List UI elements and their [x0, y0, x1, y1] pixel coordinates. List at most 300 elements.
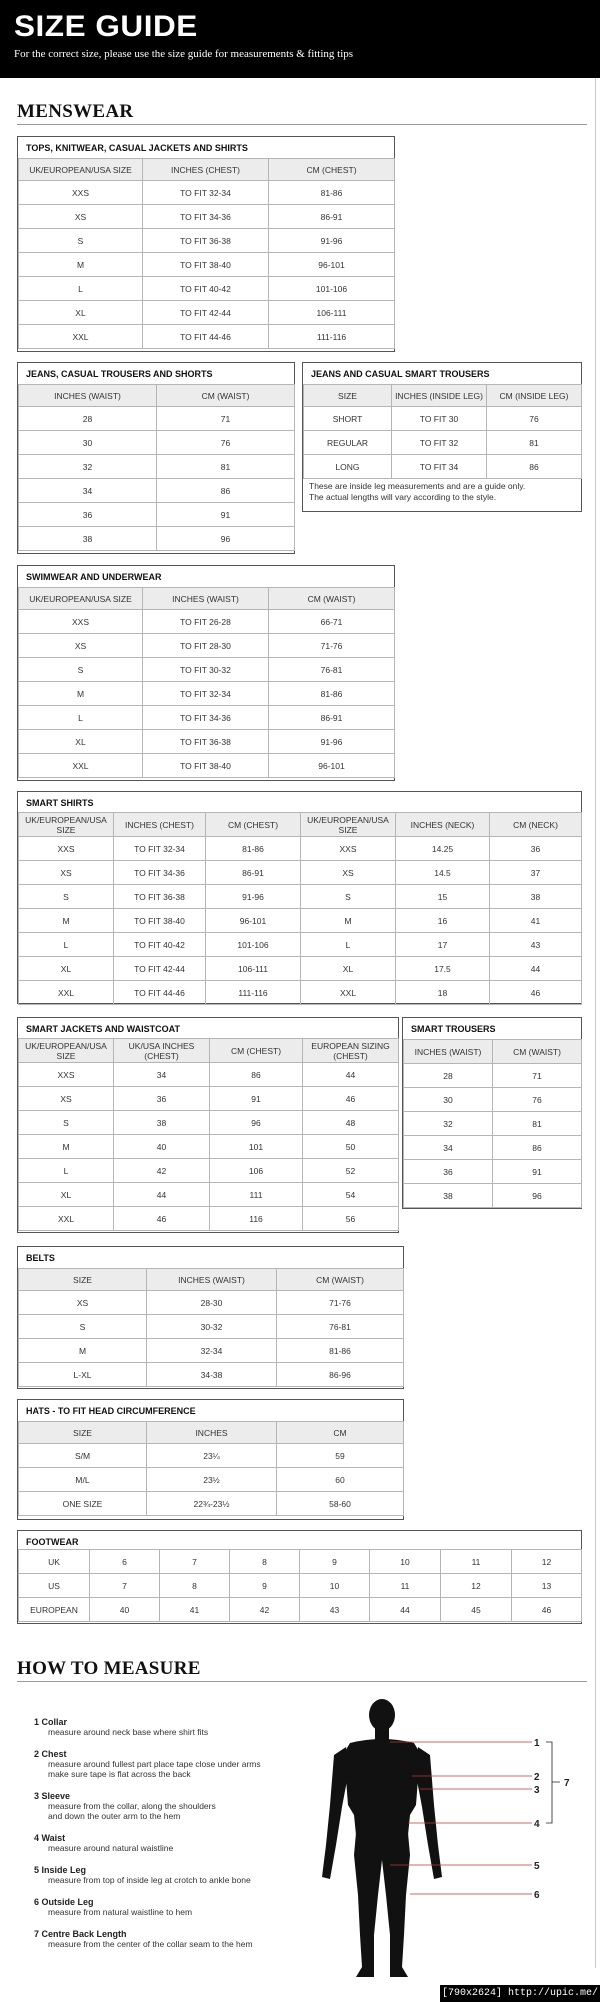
table-cell: 36 — [404, 1160, 493, 1184]
table-cell: XXS — [19, 610, 143, 634]
measure-item-description: measure from the collar, along the shoulders — [48, 1801, 216, 1811]
measure-item-description: measure from the center of the collar seam to the hem — [48, 1939, 253, 1949]
footwear-caption: FOOTWEAR — [26, 1537, 79, 1547]
table-cell: 96-101 — [206, 909, 301, 933]
table-row — [19, 610, 395, 634]
table-cell: S — [19, 1315, 147, 1339]
table-row — [19, 455, 295, 479]
table-cell: 96 — [210, 1111, 303, 1135]
table-row — [19, 885, 582, 909]
table-cell: S/M — [19, 1444, 147, 1468]
table-row — [19, 1339, 404, 1363]
smart-trousers-table-box — [402, 1017, 582, 1209]
table-cell: 81 — [157, 455, 295, 479]
inside-leg-note-1: These are inside leg measurements and are a guide only. — [309, 481, 526, 491]
table-cell: S — [19, 885, 114, 909]
column-header: UK/EUROPEAN/USA SIZE — [301, 813, 396, 837]
table-row — [404, 1088, 582, 1112]
table-cell: 9 — [300, 1550, 370, 1574]
table-row — [19, 1444, 404, 1468]
table-cell: L — [19, 1159, 114, 1183]
table-cell: 101-106 — [206, 933, 301, 957]
table-cell: 56 — [303, 1207, 399, 1231]
table-cell: UK — [19, 1550, 90, 1574]
table-cell: 86-96 — [277, 1363, 404, 1387]
measure-item-description: measure from natural waistline to hem — [48, 1907, 193, 1917]
table-cell: 38 — [404, 1184, 493, 1208]
jeans-smart-caption: JEANS AND CASUAL SMART TROUSERS — [311, 369, 490, 379]
table-row — [19, 1207, 399, 1231]
column-header: CM (WAIST) — [269, 588, 395, 610]
table-cell: EUROPEAN — [19, 1598, 90, 1622]
table-cell: 81-86 — [269, 181, 395, 205]
table-row — [404, 1184, 582, 1208]
table-cell: TO FIT 30-32 — [143, 658, 269, 682]
smart-trousers-caption: SMART TROUSERS — [411, 1024, 496, 1034]
table-cell: TO FIT 34 — [392, 455, 487, 479]
measure-item-title: 4 Waist — [34, 1833, 66, 1843]
column-header: CM (WAIST) — [493, 1040, 582, 1064]
table-cell: S — [19, 1111, 114, 1135]
table-cell: 28 — [19, 407, 157, 431]
table-cell: XS — [19, 205, 143, 229]
table-cell: 76 — [157, 431, 295, 455]
column-header: CM (INSIDE LEG) — [487, 385, 582, 407]
table-cell: 91 — [493, 1160, 582, 1184]
table-row — [19, 1363, 404, 1387]
table-cell: M/L — [19, 1468, 147, 1492]
table-cell: 91-96 — [206, 885, 301, 909]
table-row — [19, 1087, 399, 1111]
column-header: INCHES (INSIDE LEG) — [392, 385, 487, 407]
table-cell: L — [301, 933, 396, 957]
table-header-row — [19, 159, 395, 181]
table-cell: XXS — [301, 837, 396, 861]
table-cell: 18 — [396, 981, 490, 1005]
table-cell: M — [301, 909, 396, 933]
table-cell: XXS — [19, 181, 143, 205]
table-cell: 22¾-23½ — [147, 1492, 277, 1516]
table-cell: 43 — [490, 933, 582, 957]
column-header: INCHES (WAIST) — [19, 385, 157, 407]
table-cell: 12 — [512, 1550, 582, 1574]
column-header: INCHES (CHEST) — [143, 159, 269, 181]
table-cell: 111 — [210, 1183, 303, 1207]
table-cell: M — [19, 682, 143, 706]
column-header: SIZE — [304, 385, 392, 407]
table-cell: 34 — [114, 1063, 210, 1087]
measurement-number: 3 — [534, 1785, 540, 1796]
column-header: CM (CHEST) — [269, 159, 395, 181]
table-cell: 23¼ — [147, 1444, 277, 1468]
measure-item-title: 2 Chest — [34, 1749, 67, 1759]
table-cell: 41 — [160, 1598, 230, 1622]
table-row — [19, 181, 395, 205]
table-cell: REGULAR — [304, 431, 392, 455]
table-row — [19, 1492, 404, 1516]
table-cell: 86 — [493, 1136, 582, 1160]
table-cell: 46 — [114, 1207, 210, 1231]
column-header: CM (NECK) — [490, 813, 582, 837]
table-cell: 71-76 — [269, 634, 395, 658]
table-cell: XL — [301, 957, 396, 981]
measure-item — [34, 1929, 253, 1949]
column-header: INCHES (WAIST) — [147, 1269, 277, 1291]
table-row — [304, 455, 582, 479]
column-header: CM (CHEST) — [210, 1039, 303, 1063]
table-cell: 86-91 — [269, 205, 395, 229]
table-cell: 34-38 — [147, 1363, 277, 1387]
measurement-number: 7 — [564, 1778, 570, 1789]
watermark-footer: [790x2624] http://upic.me/ — [440, 1985, 600, 2002]
table-row — [19, 277, 395, 301]
swimwear-table — [18, 587, 395, 778]
table-cell: ONE SIZE — [19, 1492, 147, 1516]
table-cell: 44 — [114, 1183, 210, 1207]
table-cell: TO FIT 34-36 — [114, 861, 206, 885]
table-cell: 36 — [490, 837, 582, 861]
table-cell: XXL — [19, 754, 143, 778]
table-cell: 106-111 — [206, 957, 301, 981]
table-cell: 8 — [230, 1550, 300, 1574]
table-cell: TO FIT 34-36 — [143, 706, 269, 730]
table-cell: TO FIT 32-34 — [143, 682, 269, 706]
table-cell: 81 — [493, 1112, 582, 1136]
column-header: UK/EUROPEAN/USA SIZE — [19, 813, 114, 837]
page-border — [595, 78, 596, 1968]
table-cell: TO FIT 44-46 — [114, 981, 206, 1005]
column-header: CM (CHEST) — [206, 813, 301, 837]
measure-item — [34, 1717, 208, 1737]
table-row — [19, 205, 395, 229]
table-cell: 30 — [19, 431, 157, 455]
table-row — [19, 706, 395, 730]
table-cell: 6 — [90, 1550, 160, 1574]
table-row — [404, 1064, 582, 1088]
table-row — [19, 527, 295, 551]
table-cell: 86 — [487, 455, 582, 479]
measure-item-title: 1 Collar — [34, 1717, 68, 1727]
table-cell: 58-60 — [277, 1492, 404, 1516]
table-header-row — [19, 385, 295, 407]
table-cell: 17.5 — [396, 957, 490, 981]
measure-item-description: measure around fullest part place tape close under arms — [48, 1759, 261, 1769]
column-header: CM (WAIST) — [157, 385, 295, 407]
jackets-table — [18, 1038, 399, 1231]
smart-trousers-table — [403, 1039, 582, 1208]
table-cell: 76 — [493, 1088, 582, 1112]
table-cell: TO FIT 44-46 — [143, 325, 269, 349]
table-cell: XXL — [19, 325, 143, 349]
table-cell: TO FIT 30 — [392, 407, 487, 431]
table-cell: L — [19, 706, 143, 730]
measure-item-title: 6 Outside Leg — [34, 1897, 94, 1907]
column-header: SIZE — [19, 1269, 147, 1291]
table-cell: 7 — [160, 1550, 230, 1574]
table-cell: TO FIT 36-38 — [143, 730, 269, 754]
table-cell: 10 — [370, 1550, 441, 1574]
table-cell: 86 — [157, 479, 295, 503]
column-header: SIZE — [19, 1422, 147, 1444]
table-row — [19, 1135, 399, 1159]
page-subtitle: For the correct size, please use the size guide for measurements & fitting tips — [14, 48, 354, 60]
table-row — [19, 503, 295, 527]
table-cell: TO FIT 38-40 — [143, 253, 269, 277]
table-cell: 17 — [396, 933, 490, 957]
column-header: INCHES (WAIST) — [404, 1040, 493, 1064]
table-cell: TO FIT 34-36 — [143, 205, 269, 229]
measure-item — [34, 1865, 251, 1885]
table-row — [19, 1315, 404, 1339]
jeans-table — [18, 384, 295, 551]
table-row — [19, 301, 395, 325]
table-cell: 45 — [441, 1598, 512, 1622]
table-row — [19, 1159, 399, 1183]
table-cell: 38 — [114, 1111, 210, 1135]
table-cell: 44 — [490, 957, 582, 981]
table-cell: 13 — [512, 1574, 582, 1598]
table-cell: XXS — [19, 1063, 114, 1087]
table-cell: M — [19, 909, 114, 933]
table-row — [19, 1291, 404, 1315]
measure-item-description: make sure tape is flat across the back — [48, 1769, 191, 1779]
table-cell: XXL — [19, 1207, 114, 1231]
table-header-row — [19, 1269, 404, 1291]
table-cell: 11 — [370, 1574, 441, 1598]
table-header-row — [19, 1422, 404, 1444]
table-cell: TO FIT 40-42 — [143, 277, 269, 301]
table-cell: 91 — [210, 1087, 303, 1111]
table-cell: LONG — [304, 455, 392, 479]
table-cell: XL — [19, 1183, 114, 1207]
jackets-caption: SMART JACKETS AND WAISTCOAT — [26, 1024, 180, 1034]
measurement-number: 4 — [534, 1819, 540, 1830]
centre-back-bracket — [546, 1742, 560, 1823]
table-header-row — [304, 385, 582, 407]
table-cell: 12 — [441, 1574, 512, 1598]
column-header: UK/EUROPEAN/USA SIZE — [19, 1039, 114, 1063]
column-header: UK/USA INCHES (CHEST) — [114, 1039, 210, 1063]
table-row — [19, 634, 395, 658]
table-cell: 43 — [300, 1598, 370, 1622]
column-header: INCHES — [147, 1422, 277, 1444]
measure-item — [34, 1749, 261, 1779]
table-cell: 16 — [396, 909, 490, 933]
table-row — [19, 1183, 399, 1207]
table-header-row — [19, 1039, 399, 1063]
column-header: EUROPEAN SIZING (CHEST) — [303, 1039, 399, 1063]
table-row — [404, 1136, 582, 1160]
swimwear-caption: SWIMWEAR AND UNDERWEAR — [26, 572, 162, 582]
table-cell: 96 — [493, 1184, 582, 1208]
table-cell: 52 — [303, 1159, 399, 1183]
table-cell: 81-86 — [206, 837, 301, 861]
column-header: CM — [277, 1422, 404, 1444]
table-cell: XXL — [301, 981, 396, 1005]
table-cell: 111-116 — [269, 325, 395, 349]
table-row — [19, 981, 582, 1005]
belts-table — [18, 1268, 404, 1387]
table-row — [19, 407, 295, 431]
table-cell: 71 — [157, 407, 295, 431]
table-cell: 81-86 — [269, 682, 395, 706]
table-cell: XS — [19, 1087, 114, 1111]
table-cell: TO FIT 32-34 — [143, 181, 269, 205]
table-row — [304, 431, 582, 455]
inside-leg-note-2: The actual lengths will vary according to the style. — [309, 492, 497, 502]
table-cell: 116 — [210, 1207, 303, 1231]
footwear-table — [18, 1549, 582, 1622]
swimwear-table-box — [17, 565, 395, 781]
table-cell: 32-34 — [147, 1339, 277, 1363]
table-row — [19, 431, 295, 455]
table-cell: 30-32 — [147, 1315, 277, 1339]
table-row — [19, 253, 395, 277]
column-header: INCHES (NECK) — [396, 813, 490, 837]
table-cell: 42 — [230, 1598, 300, 1622]
table-cell: 76-81 — [269, 658, 395, 682]
page-title: SIZE GUIDE — [14, 10, 198, 43]
table-header-row — [19, 588, 395, 610]
table-row — [19, 1598, 582, 1622]
table-cell: S — [19, 229, 143, 253]
table-cell: 42 — [114, 1159, 210, 1183]
table-cell: 28-30 — [147, 1291, 277, 1315]
footwear-table-box — [17, 1530, 582, 1624]
measurement-number: 6 — [534, 1890, 540, 1901]
table-cell: 91 — [157, 503, 295, 527]
smart-shirts-caption: SMART SHIRTS — [26, 798, 94, 808]
table-row — [19, 861, 582, 885]
table-cell: 81-86 — [277, 1339, 404, 1363]
tops-caption: TOPS, KNITWEAR, CASUAL JACKETS AND SHIRTS — [26, 143, 248, 153]
table-cell: M — [19, 253, 143, 277]
table-header-row — [19, 813, 582, 837]
header-banner — [0, 0, 600, 78]
hats-table — [18, 1421, 404, 1516]
table-row — [19, 837, 582, 861]
measurement-number: 2 — [534, 1772, 540, 1783]
table-cell: XL — [19, 730, 143, 754]
jeans-smart-table-box — [302, 362, 582, 512]
table-row — [304, 407, 582, 431]
smart-shirts-table — [18, 812, 582, 1005]
table-row — [19, 1574, 582, 1598]
table-cell: 34 — [404, 1136, 493, 1160]
column-header: INCHES (CHEST) — [114, 813, 206, 837]
hats-table-box — [17, 1399, 404, 1520]
table-cell: 40 — [90, 1598, 160, 1622]
measure-item-title: 3 Sleeve — [34, 1791, 71, 1801]
table-cell: TO FIT 32-34 — [114, 837, 206, 861]
table-row — [19, 479, 295, 503]
table-cell: TO FIT 36-38 — [143, 229, 269, 253]
tops-table — [18, 158, 395, 349]
table-cell: S — [19, 658, 143, 682]
table-cell: XS — [19, 1291, 147, 1315]
table-cell: 86-91 — [206, 861, 301, 885]
table-cell: 66-71 — [269, 610, 395, 634]
column-header: INCHES (WAIST) — [143, 588, 269, 610]
table-cell: 40 — [114, 1135, 210, 1159]
measure-item-description: measure around neck base where shirt fits — [48, 1727, 209, 1737]
table-cell: 46 — [303, 1087, 399, 1111]
table-cell: 96-101 — [269, 253, 395, 277]
table-cell: 91-96 — [269, 730, 395, 754]
table-cell: 14.5 — [396, 861, 490, 885]
jeans-table-box — [17, 362, 295, 554]
table-cell: 11 — [441, 1550, 512, 1574]
table-cell: 28 — [404, 1064, 493, 1088]
table-cell: TO FIT 32 — [392, 431, 487, 455]
table-cell: 34 — [19, 479, 157, 503]
measure-item — [34, 1833, 173, 1853]
table-cell: S — [301, 885, 396, 909]
table-row — [19, 1550, 582, 1574]
table-cell: 7 — [90, 1574, 160, 1598]
table-row — [19, 909, 582, 933]
table-cell: 86-91 — [269, 706, 395, 730]
table-cell: M — [19, 1339, 147, 1363]
table-cell: 76 — [487, 407, 582, 431]
table-cell: 37 — [490, 861, 582, 885]
how-to-measure-rule — [17, 1681, 587, 1682]
table-cell: XL — [19, 957, 114, 981]
table-cell: 9 — [230, 1574, 300, 1598]
table-cell: US — [19, 1574, 90, 1598]
table-cell: XS — [19, 861, 114, 885]
body-figure — [320, 1695, 590, 1980]
table-row — [19, 1111, 399, 1135]
table-cell: SHORT — [304, 407, 392, 431]
table-cell: 50 — [303, 1135, 399, 1159]
table-cell: L — [19, 277, 143, 301]
table-cell: XS — [19, 634, 143, 658]
tops-table-box — [17, 136, 395, 352]
jackets-table-box — [17, 1017, 399, 1233]
table-row — [19, 325, 395, 349]
table-cell: 106 — [210, 1159, 303, 1183]
measure-item — [34, 1897, 192, 1917]
table-cell: 44 — [370, 1598, 441, 1622]
table-cell: 54 — [303, 1183, 399, 1207]
table-cell: 60 — [277, 1468, 404, 1492]
table-cell: 111-116 — [206, 981, 301, 1005]
measurement-number: 5 — [534, 1861, 540, 1872]
table-cell: M — [19, 1135, 114, 1159]
table-cell: 14.25 — [396, 837, 490, 861]
table-cell: 71-76 — [277, 1291, 404, 1315]
table-cell: 32 — [404, 1112, 493, 1136]
table-cell: 81 — [487, 431, 582, 455]
jeans-smart-table — [303, 384, 582, 479]
belts-table-box — [17, 1246, 404, 1389]
table-cell: 76-81 — [277, 1315, 404, 1339]
table-cell: 106-111 — [269, 301, 395, 325]
table-cell: 96-101 — [269, 754, 395, 778]
table-row — [19, 682, 395, 706]
table-cell: 32 — [19, 455, 157, 479]
table-row — [404, 1112, 582, 1136]
table-cell: 23½ — [147, 1468, 277, 1492]
menswear-rule — [17, 124, 587, 125]
measure-item-title: 7 Centre Back Length — [34, 1929, 127, 1939]
table-cell: TO FIT 40-42 — [114, 933, 206, 957]
table-row — [19, 730, 395, 754]
table-cell: 30 — [404, 1088, 493, 1112]
table-cell: 59 — [277, 1444, 404, 1468]
table-cell: 44 — [303, 1063, 399, 1087]
